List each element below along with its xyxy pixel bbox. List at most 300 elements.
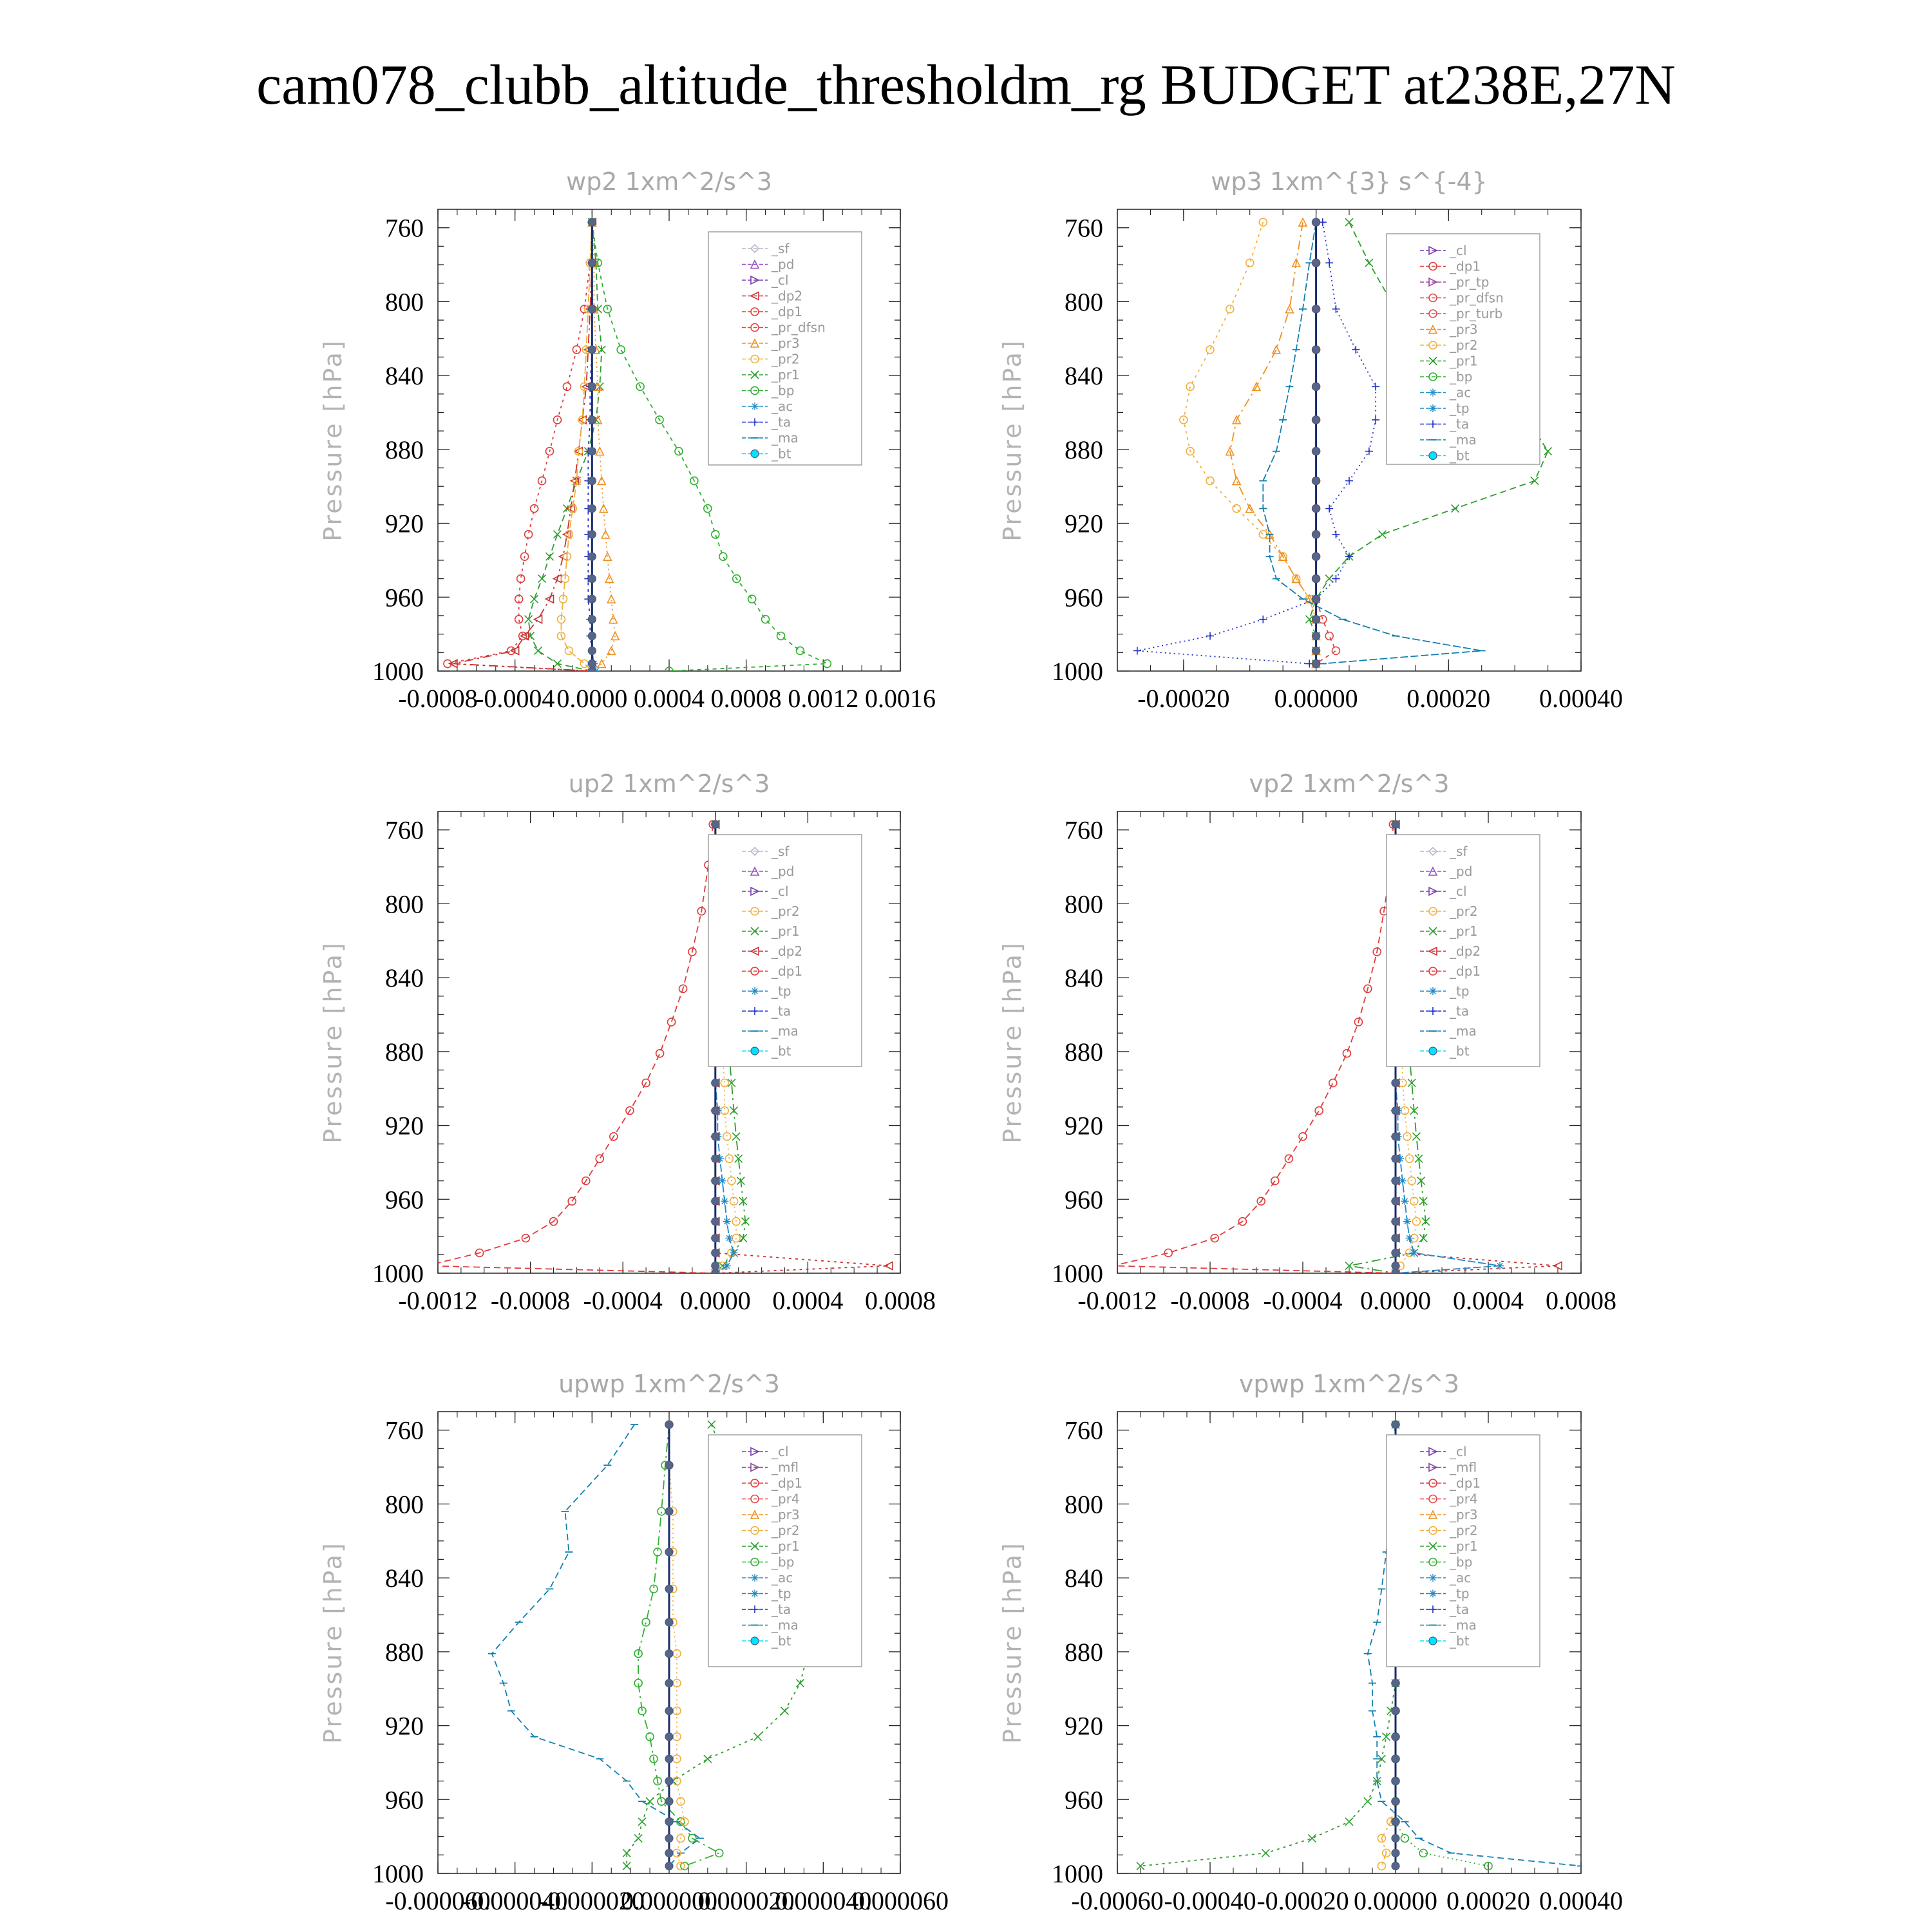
series-line-dp1: [1113, 824, 1396, 1273]
legend-label: _mfl: [1450, 1459, 1477, 1475]
legend-label: _ma: [772, 430, 799, 446]
data-point: [673, 1733, 681, 1741]
legend-label: _bt: [1450, 1043, 1470, 1059]
data-point: [1164, 1249, 1172, 1256]
data-point: [1392, 1155, 1399, 1162]
y-axis-label: Pressure [hPa]: [998, 941, 1027, 1144]
data-point: [1364, 1797, 1372, 1805]
legend-marker: [751, 402, 759, 410]
legend-label: _cl: [772, 1444, 789, 1459]
data-point: [1392, 1421, 1399, 1428]
y-tick-label: 760: [385, 1416, 424, 1445]
data-point: [665, 1849, 673, 1857]
x-tick-label: 0.000060: [852, 1886, 949, 1915]
data-point: [1412, 1218, 1420, 1226]
y-tick-label: 960: [385, 583, 424, 612]
legend-marker: [1429, 1574, 1437, 1582]
data-point: [673, 1650, 681, 1658]
legend-label: _ac: [772, 1570, 793, 1586]
data-point: [712, 1079, 719, 1087]
y-tick-label: 960: [1065, 583, 1103, 612]
x-tick-label: -0.00040: [1164, 1886, 1256, 1915]
data-point: [588, 505, 596, 513]
data-point: [1392, 1797, 1399, 1805]
data-point: [588, 305, 596, 313]
data-point: [1332, 305, 1340, 313]
legend-label: _cl: [772, 884, 789, 899]
legend-label: _dp2: [1450, 943, 1481, 959]
data-point: [665, 1755, 673, 1763]
x-tick-label: -0.0004: [1263, 1286, 1343, 1315]
legend-label: _pr2: [1450, 337, 1478, 353]
legend-label: _pr3: [772, 336, 800, 351]
legend-label: _ta: [772, 1602, 791, 1617]
x-tick-label: 0.000040: [775, 1886, 872, 1915]
data-point: [665, 1797, 673, 1805]
y-tick-label: 920: [1065, 1111, 1103, 1141]
data-point: [1392, 1777, 1399, 1785]
data-point: [665, 1733, 673, 1741]
y-tick-label: 1000: [372, 657, 424, 686]
panel-title: wp2 1xm^2/s^3: [566, 167, 772, 196]
data-point: [1312, 416, 1320, 424]
legend-label: _ac: [1450, 1570, 1472, 1586]
data-point: [588, 553, 596, 560]
data-point: [777, 632, 785, 640]
data-point: [712, 1155, 719, 1162]
figure-title: cam078_clubb_altitude_thresholdm_rg BUDGET at238E,27N: [256, 54, 1676, 117]
data-point: [732, 1218, 740, 1226]
data-point: [1392, 1849, 1399, 1857]
data-point: [1403, 1218, 1411, 1226]
data-point: [1531, 477, 1539, 485]
data-point: [712, 1249, 719, 1256]
legend-label: _ta: [1450, 1602, 1470, 1617]
legend-marker: [1429, 389, 1437, 397]
y-tick-label: 880: [385, 435, 424, 464]
series-line-pr3: [1230, 222, 1316, 663]
legend-label: _bt: [1450, 1633, 1470, 1649]
legend-label: _tp: [772, 1586, 791, 1602]
x-tick-label: -0.000040: [462, 1886, 568, 1915]
data-point: [665, 1777, 673, 1785]
y-tick-label: 880: [385, 1637, 424, 1667]
x-tick-label: 0.000020: [697, 1886, 795, 1915]
y-axis-label: Pressure [hPa]: [319, 339, 347, 542]
data-point: [1392, 1079, 1399, 1087]
data-point: [762, 616, 770, 623]
legend-label: _pr3: [772, 1507, 800, 1522]
data-point: [1365, 448, 1373, 455]
legend-label: _tp: [1450, 401, 1470, 416]
data-point: [1392, 820, 1399, 828]
y-tick-label: 800: [385, 287, 424, 317]
legend-label: _bp: [1450, 1554, 1473, 1570]
y-tick-label: 1000: [1052, 1859, 1103, 1888]
data-point: [665, 1461, 673, 1469]
data-point: [1365, 259, 1373, 267]
legend-label: _pr2: [772, 351, 800, 367]
legend-label: _ta: [772, 414, 791, 430]
legend-marker: [751, 1574, 759, 1582]
panel-5: [319, 1370, 949, 1915]
legend-marker: [751, 450, 759, 458]
data-point: [588, 346, 596, 354]
x-tick-label: -0.0008: [398, 684, 478, 713]
data-point: [730, 1249, 738, 1256]
panel-title: upwp 1xm^2/s^3: [558, 1370, 780, 1398]
legend-label: _dp1: [1450, 258, 1481, 274]
legend-label: _pr_turb: [1450, 306, 1503, 321]
data-point: [588, 218, 596, 226]
legend-label: _ma: [772, 1617, 799, 1633]
data-point: [1392, 1755, 1399, 1763]
data-point: [665, 1818, 673, 1826]
data-point: [1273, 346, 1280, 354]
data-point: [723, 1262, 731, 1270]
data-point: [725, 1235, 733, 1242]
data-point: [1343, 1050, 1350, 1057]
x-tick-label: 0.00040: [1539, 1886, 1623, 1915]
series-line-dp1: [426, 824, 715, 1273]
legend-label: _pr_tp: [1450, 274, 1490, 290]
legend-label: _bp: [772, 383, 795, 399]
data-point: [1206, 477, 1214, 485]
data-point: [1312, 477, 1320, 485]
x-tick-label: 0.00040: [1539, 684, 1623, 713]
y-tick-label: 960: [385, 1185, 424, 1215]
x-tick-label: 0.0012: [788, 684, 859, 713]
data-point: [1262, 1849, 1269, 1857]
data-point: [1406, 1235, 1414, 1242]
x-tick-label: -0.0012: [1077, 1286, 1157, 1315]
series-line-dp2: [453, 222, 592, 671]
data-point: [712, 1197, 719, 1205]
legend-marker: [1429, 452, 1437, 460]
series-line-pr2: [561, 222, 592, 671]
data-point: [1401, 1835, 1408, 1842]
legend-label: _ac: [1450, 384, 1472, 401]
legend-label: _dp1: [772, 304, 803, 319]
x-tick-label: 0.00020: [1406, 684, 1491, 713]
legend-label: _pr_dfsn: [772, 319, 826, 336]
x-tick-label: 0.0000: [1360, 1286, 1431, 1315]
data-point: [1233, 477, 1240, 485]
data-point: [538, 575, 546, 583]
y-tick-label: 760: [1065, 1416, 1103, 1445]
data-point: [1372, 383, 1379, 390]
legend-label: _pd: [772, 864, 795, 879]
legend-label: _pd: [772, 256, 795, 272]
x-tick-label: -0.00060: [1071, 1886, 1164, 1915]
data-point: [617, 346, 625, 354]
y-tick-label: 960: [1065, 1785, 1103, 1815]
data-point: [565, 647, 573, 654]
y-tick-label: 920: [385, 509, 424, 538]
data-point: [721, 1197, 728, 1205]
legend-label: _ta: [1450, 1003, 1470, 1019]
y-tick-label: 800: [1065, 1490, 1103, 1519]
x-tick-label: 0.00000: [1354, 1886, 1437, 1915]
data-point: [1206, 632, 1214, 640]
x-tick-label: 0.0008: [710, 684, 782, 713]
legend: [708, 835, 862, 1066]
data-point: [1312, 346, 1320, 354]
x-tick-label: -0.00020: [1256, 1886, 1349, 1915]
series-line-pr1: [529, 222, 602, 671]
y-tick-label: 800: [385, 889, 424, 919]
data-point: [712, 820, 719, 828]
legend-label: _ma: [1450, 432, 1477, 448]
series-line-pr1: [1141, 1425, 1396, 1866]
legend-label: _dp1: [1450, 963, 1481, 979]
y-tick-label: 960: [1065, 1185, 1103, 1215]
legend-marker: [751, 1590, 759, 1598]
y-tick-label: 920: [1065, 509, 1103, 538]
series-line-pr2: [1184, 222, 1316, 663]
data-point: [668, 1018, 676, 1026]
panel-title: up2 1xm^2/s^3: [568, 770, 770, 798]
data-point: [634, 1835, 642, 1842]
legend-label: _ta: [772, 1003, 791, 1019]
y-axis-label: Pressure [hPa]: [998, 1541, 1027, 1744]
y-tick-label: 920: [1065, 1711, 1103, 1741]
data-point: [1312, 660, 1320, 668]
data-point: [1312, 575, 1320, 583]
data-point: [588, 616, 596, 623]
panel-2: [998, 167, 1623, 713]
data-point: [1392, 1262, 1399, 1270]
data-point: [1329, 1079, 1337, 1087]
legend-label: _cl: [1450, 1444, 1467, 1459]
data-point: [665, 1650, 673, 1658]
data-point: [1410, 1249, 1418, 1256]
legend-label: _dp1: [772, 1475, 803, 1491]
data-point: [712, 1235, 719, 1242]
legend-label: _bt: [772, 446, 791, 462]
data-point: [781, 1707, 789, 1715]
legend-label: _bt: [772, 1043, 791, 1059]
data-point: [1226, 305, 1234, 313]
data-point: [1392, 1269, 1399, 1277]
data-point: [748, 595, 756, 603]
y-tick-label: 760: [385, 815, 424, 845]
data-point: [1452, 505, 1459, 513]
legend-label: _pr1: [772, 367, 800, 383]
data-point: [754, 1733, 762, 1741]
x-tick-label: -0.0004: [583, 1286, 663, 1315]
data-point: [665, 1585, 673, 1593]
legend-label: _ac: [772, 399, 793, 414]
x-tick-label: 0.0000: [679, 1286, 751, 1315]
data-point: [712, 531, 719, 538]
data-point: [732, 1133, 740, 1141]
data-point: [646, 1797, 654, 1805]
x-tick-label: 0.000000: [621, 1886, 717, 1915]
data-point: [719, 553, 727, 560]
panel-title: vpwp 1xm^2/s^3: [1238, 1370, 1460, 1398]
data-point: [588, 416, 596, 424]
y-tick-label: 840: [385, 963, 424, 993]
data-point: [588, 477, 596, 485]
data-point: [1412, 1133, 1420, 1141]
data-point: [1345, 477, 1353, 485]
data-point: [1312, 259, 1320, 267]
data-point: [1312, 305, 1320, 313]
data-point: [588, 660, 596, 668]
data-point: [601, 531, 609, 538]
y-tick-label: 840: [1065, 1564, 1103, 1593]
legend-label: _bp: [1450, 369, 1473, 384]
data-point: [1392, 1680, 1399, 1687]
y-tick-label: 800: [385, 1490, 424, 1519]
data-point: [1378, 531, 1386, 538]
y-tick-label: 1000: [1052, 657, 1103, 686]
data-point: [1345, 1818, 1353, 1826]
legend-label: _pr1: [772, 1539, 800, 1554]
y-tick-label: 920: [385, 1711, 424, 1741]
data-point: [1401, 1197, 1408, 1205]
y-tick-label: 800: [1065, 889, 1103, 919]
data-point: [665, 1680, 673, 1687]
x-tick-label: 0.00020: [1446, 1886, 1530, 1915]
panel-title: wp3 1xm^{3} s^{-4}: [1211, 167, 1488, 196]
x-tick-label: -0.00020: [1137, 684, 1230, 713]
x-tick-label: 0.0004: [1453, 1286, 1524, 1315]
legend-marker: [751, 987, 759, 995]
data-point: [715, 1849, 723, 1857]
data-point: [796, 647, 804, 654]
legend-label: _sf: [1450, 844, 1468, 859]
data-point: [712, 1262, 719, 1270]
y-axis-label: Pressure [hPa]: [319, 1541, 347, 1744]
legend-label: _dp2: [772, 288, 803, 304]
legend-label: _pr2: [772, 1522, 800, 1539]
x-tick-label: 0.0000: [556, 684, 628, 713]
data-point: [611, 632, 619, 640]
data-point: [573, 346, 580, 354]
legend-label: _tp: [1450, 983, 1470, 999]
panel-title: vp2 1xm^2/s^3: [1249, 770, 1450, 798]
data-point: [1299, 1133, 1307, 1141]
data-point: [588, 575, 596, 583]
panel-6: [998, 1370, 1623, 1915]
legend-label: _dp1: [1450, 1475, 1481, 1491]
data-point: [1259, 616, 1267, 623]
data-point: [665, 1862, 673, 1870]
y-tick-label: 840: [1065, 963, 1103, 993]
data-point: [588, 531, 596, 538]
data-point: [588, 647, 596, 654]
series-line-pr3: [592, 222, 615, 671]
data-point: [1392, 1133, 1399, 1141]
data-point: [712, 1218, 719, 1226]
x-tick-label: -0.0012: [398, 1286, 478, 1315]
legend-label: _pr1: [1450, 1539, 1478, 1554]
legend-label: _tp: [1450, 1586, 1470, 1602]
legend-label: _pr3: [1450, 321, 1478, 337]
data-point: [531, 505, 538, 513]
data-point: [1392, 1862, 1399, 1870]
panel-1: [319, 167, 936, 713]
legend-label: _bp: [772, 1554, 795, 1570]
x-tick-label: -0.0008: [1170, 1286, 1250, 1315]
x-tick-label: 0.0004: [634, 684, 705, 713]
x-tick-label: 0.0008: [865, 1286, 936, 1315]
data-point: [1392, 1177, 1399, 1185]
x-tick-label: 0.0004: [772, 1286, 844, 1315]
y-tick-label: 760: [1065, 213, 1103, 243]
x-tick-label: -0.0008: [490, 1286, 571, 1315]
legend-label: _cl: [772, 272, 789, 288]
legend-label: _cl: [1450, 884, 1467, 899]
series-line-bp: [638, 1425, 719, 1866]
data-point: [1372, 416, 1379, 424]
legend-label: _cl: [1450, 243, 1467, 258]
data-point: [546, 553, 554, 560]
legend-label: _pr4: [1450, 1491, 1478, 1507]
x-tick-label: -0.000020: [539, 1886, 645, 1915]
data-point: [1392, 1835, 1399, 1842]
data-point: [588, 383, 596, 390]
y-tick-label: 880: [1065, 1637, 1103, 1667]
y-axis-label: Pressure [hPa]: [998, 339, 1027, 542]
data-point: [1496, 1262, 1504, 1270]
data-point: [1312, 531, 1320, 538]
data-point: [665, 1548, 673, 1556]
series-line-ta: [1137, 222, 1376, 663]
legend-label: _ma: [1450, 1617, 1477, 1633]
data-point: [1271, 1177, 1279, 1185]
legend-label: _bt: [1450, 448, 1470, 464]
data-point: [1392, 1107, 1399, 1115]
data-point: [1392, 1733, 1399, 1741]
data-point: [1325, 575, 1333, 583]
data-point: [796, 1680, 804, 1687]
series-line-dp1: [448, 222, 592, 671]
legend-label: _dp1: [772, 963, 803, 979]
y-tick-label: 880: [1065, 1037, 1103, 1066]
data-point: [588, 448, 596, 455]
legend-label: _tp: [772, 983, 791, 999]
legend-label: _pr_dfsn: [1450, 290, 1504, 306]
x-tick-label: -0.000060: [385, 1886, 491, 1915]
data-point: [665, 1707, 673, 1715]
legend-label: _ta: [1450, 416, 1470, 432]
data-point: [1392, 1249, 1399, 1256]
data-point: [588, 259, 596, 267]
data-point: [580, 660, 588, 668]
data-point: [1312, 505, 1320, 513]
data-point: [588, 595, 596, 603]
data-point: [1544, 448, 1552, 455]
data-point: [1315, 1107, 1323, 1115]
data-point: [588, 632, 596, 640]
y-tick-label: 840: [385, 1564, 424, 1593]
data-point: [1308, 1835, 1316, 1842]
data-point: [1392, 1235, 1399, 1242]
legend-marker: [1429, 1590, 1437, 1598]
y-tick-label: 880: [1065, 435, 1103, 464]
data-point: [712, 1269, 719, 1277]
y-tick-label: 800: [1065, 287, 1103, 317]
legend-label: _dp2: [772, 943, 803, 959]
y-tick-label: 1000: [372, 1259, 424, 1288]
data-point: [658, 1508, 665, 1515]
legend: [708, 232, 862, 465]
y-tick-label: 840: [1065, 361, 1103, 391]
data-point: [1392, 1218, 1399, 1226]
